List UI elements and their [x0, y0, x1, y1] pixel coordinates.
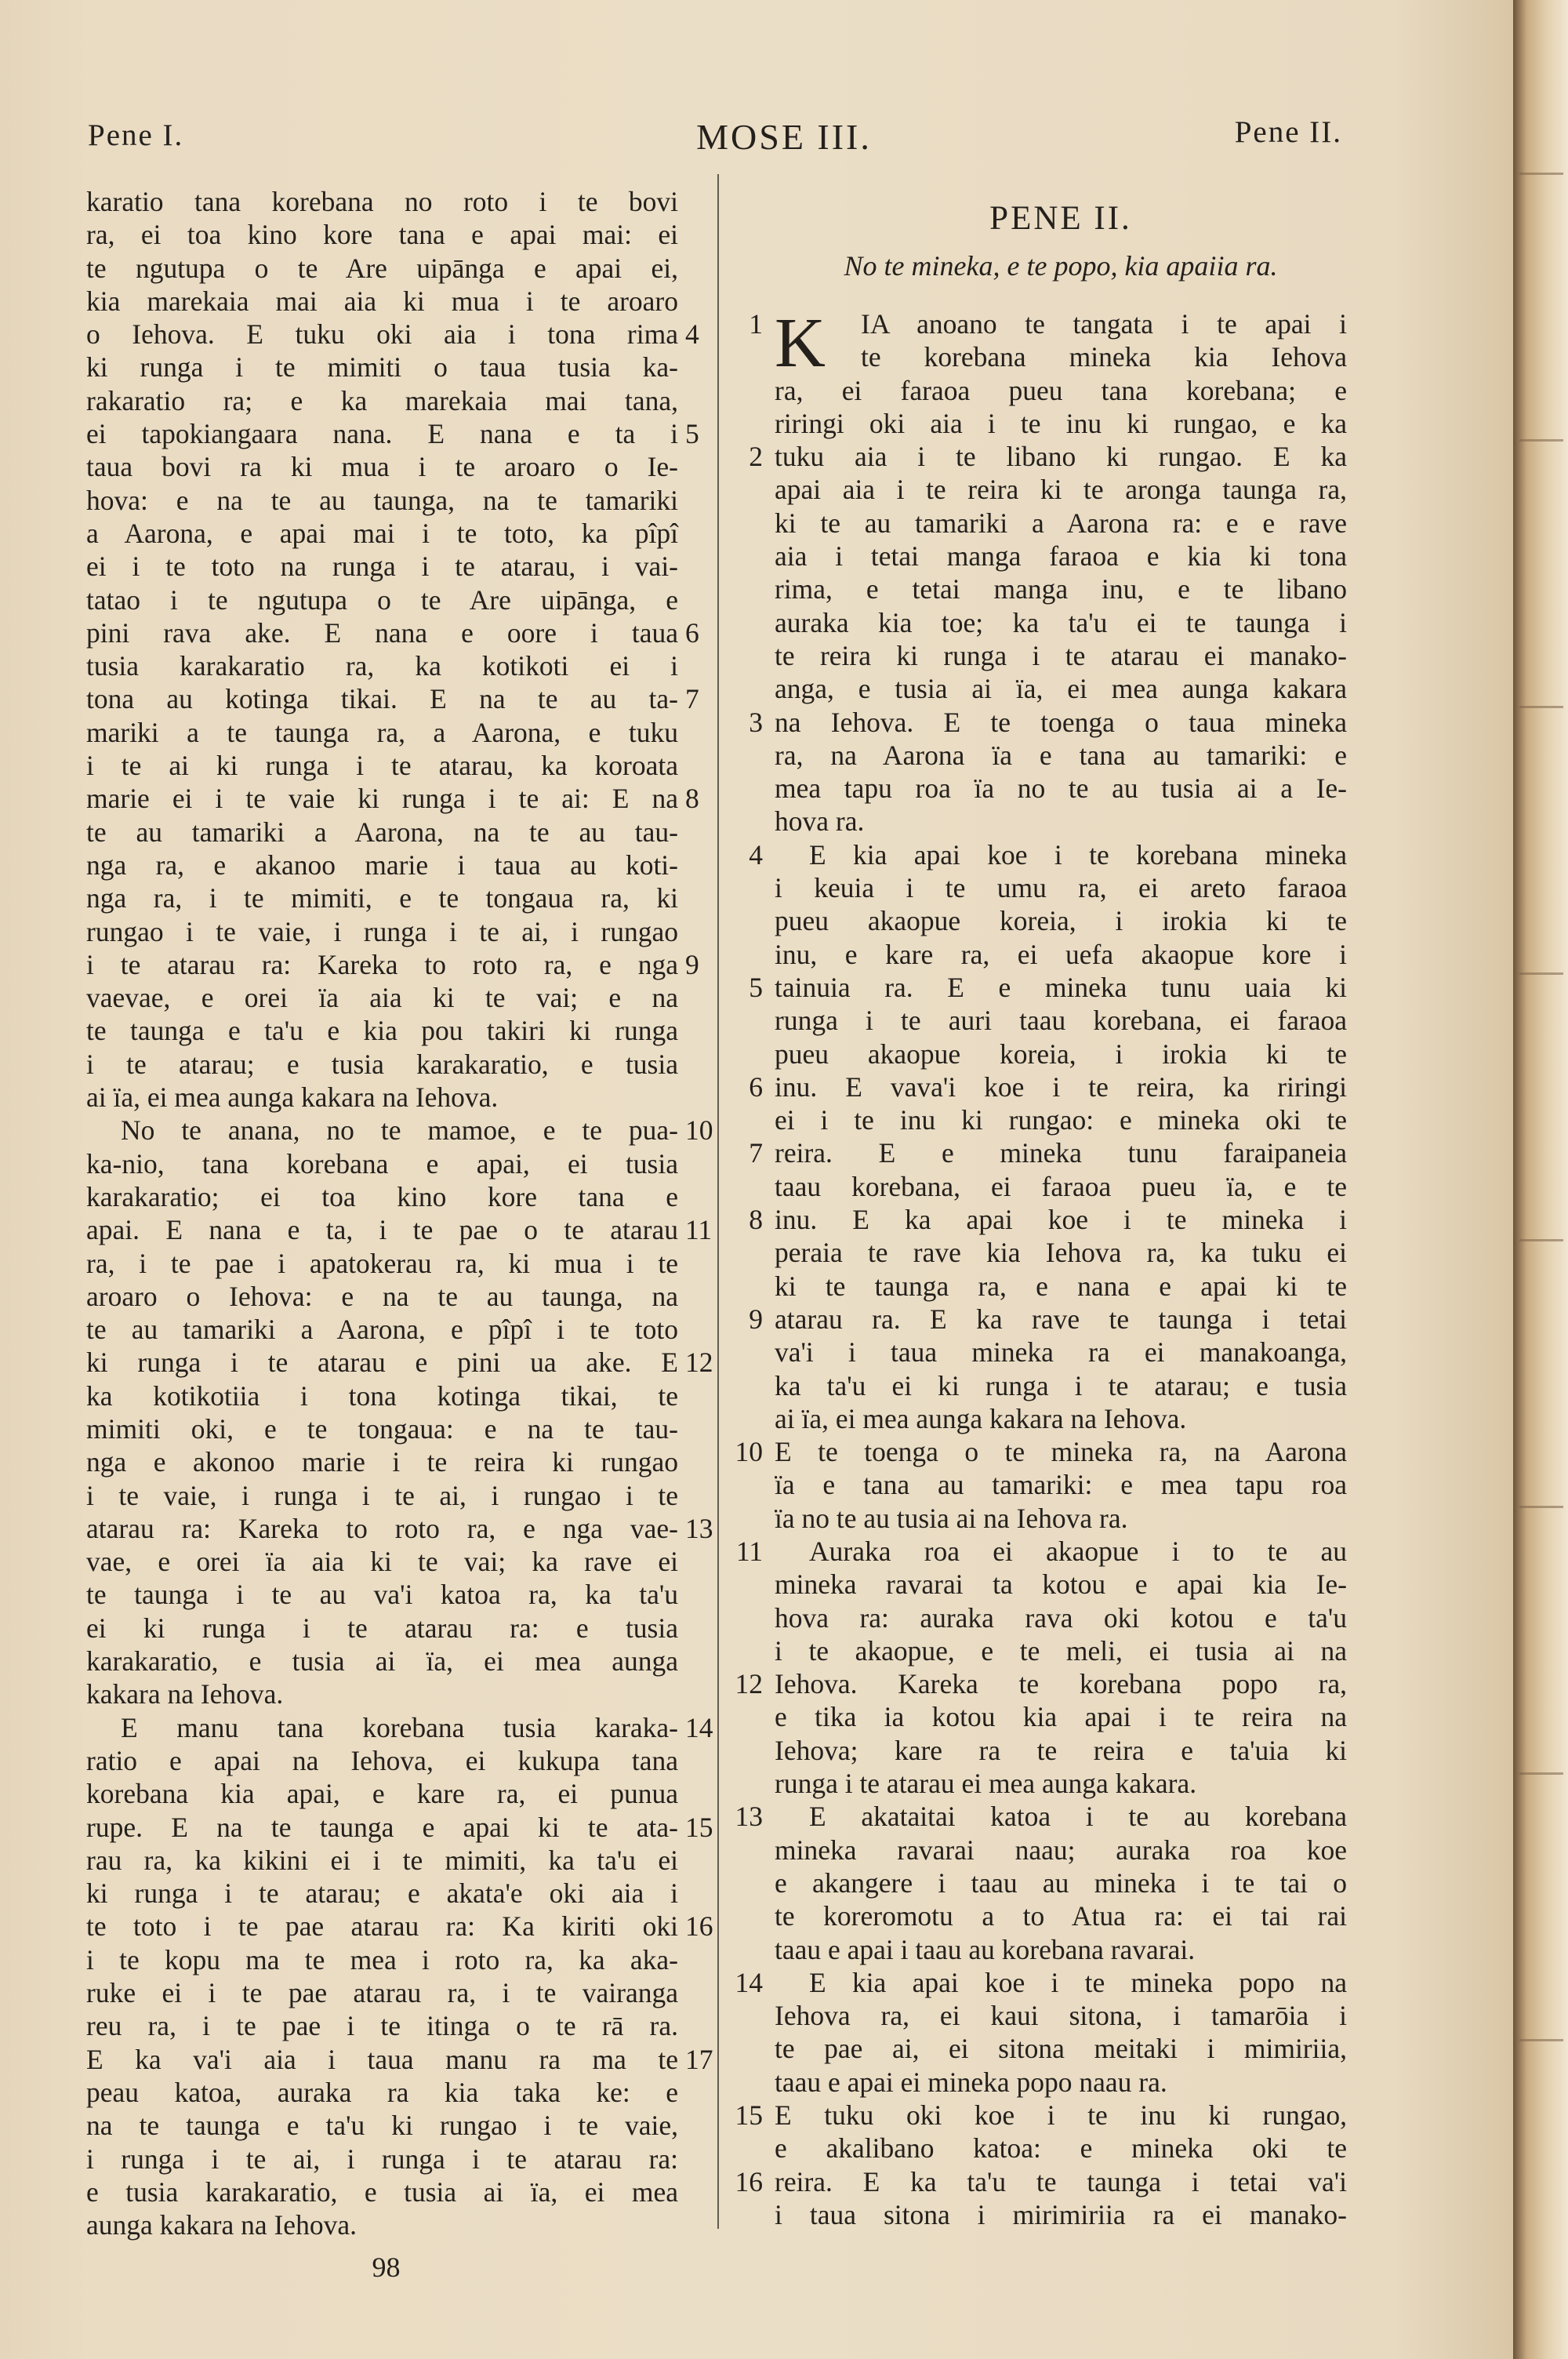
- text-line: [775, 340, 1347, 373]
- line-text: nga ra, e akanoo marie i taua au koti-: [86, 849, 678, 881]
- text-line: [86, 1213, 713, 1246]
- text-line: [775, 1568, 1347, 1601]
- text-line: [86, 1744, 678, 1777]
- text-line: [86, 782, 699, 815]
- line-text: taau e apai ei mineka popo naau ra.: [775, 2066, 1167, 2098]
- verse-number: 12: [735, 1668, 763, 1700]
- text-line: [86, 1711, 713, 1744]
- text-line: [86, 218, 678, 251]
- line-text: pini rava ake. E nana e oore i taua: [86, 616, 678, 649]
- line-text: ïa e tana au tamariki: e mea tapu roa: [775, 1469, 1347, 1501]
- text-line: [735, 1966, 1347, 1999]
- text-line: [86, 252, 678, 285]
- running-head-title: MOSE III.: [696, 117, 872, 157]
- text-line: [86, 517, 678, 550]
- line-text: e akalibano katoa: e mineka oki te: [775, 2132, 1347, 2165]
- text-line: [775, 639, 1347, 672]
- line-text: Iehova; kare ra te reira e ta'uia ki: [775, 1734, 1347, 1766]
- line-text: rungao i te vaie, i runga i te ai, i rungao: [86, 915, 678, 947]
- line-text: taua bovi ra ki mua i te aroaro o Ie-: [86, 451, 678, 483]
- verse-number: 10: [685, 1114, 713, 1147]
- line-text: kakara na Iehova.: [86, 1678, 284, 1710]
- text-line: [749, 838, 1347, 871]
- text-line: [775, 871, 1347, 904]
- line-text: ei i te inu ki rungao: e mineka oki te: [775, 1104, 1347, 1136]
- text-line: [86, 1976, 678, 2009]
- text-line: [86, 915, 678, 948]
- line-text: rima, e tetai manga inu, e te libano: [775, 573, 1347, 605]
- text-line: [775, 1004, 1347, 1037]
- verse-number: 9: [749, 1303, 763, 1335]
- line-text: peau katoa, auraka ra kia taka ke: e: [86, 2076, 678, 2108]
- line-text: mimiti oki, e te tongaua: e na te tau-: [86, 1412, 678, 1445]
- verse-number: 8: [749, 1204, 763, 1236]
- text-line: [749, 1136, 1347, 1169]
- text-line: [86, 450, 678, 483]
- line-text: i runga i te ai, i runga i te atarau ra:: [86, 2143, 678, 2175]
- text-line: [775, 938, 1347, 971]
- verse-number: 13: [685, 1512, 713, 1544]
- line-text: mineka ravarai naau; auraka roa koe: [775, 1834, 1347, 1866]
- line-text: E te toenga o te mineka ra, na Aarona: [775, 1436, 1347, 1468]
- page-edge: [1513, 0, 1568, 2359]
- text-line: [749, 440, 1347, 473]
- line-text: runga i te atarau ei mea aunga kakara.: [775, 1768, 1197, 1800]
- text-line: [775, 1999, 1347, 2032]
- line-text: tona au kotinga tikai. E na te au ta-: [86, 683, 678, 715]
- line-text: IA anoano te tangata i te apai i: [861, 308, 1347, 340]
- line-text: rupe. E na te taunga e apai ki te ata-: [86, 1811, 678, 1843]
- text-line: [775, 805, 1347, 838]
- line-text: riringi oki aia i te inu ki rungao, e ka: [775, 407, 1347, 439]
- line-text: tatao i te ngutupa o te Are uipānga, e: [86, 583, 678, 616]
- line-text: ra, na Aarona ïa e tana au tamariki: e: [775, 739, 1347, 771]
- text-line: [775, 2132, 1347, 2165]
- line-text: karatio tana korebana no roto i te bovi: [86, 186, 678, 217]
- text-line: [775, 1933, 1347, 1966]
- line-text: peraia te rave kia Iehova ra, ka tuku ei: [775, 1237, 1347, 1269]
- text-line: [735, 1667, 1347, 1700]
- text-line: [775, 1634, 1347, 1667]
- line-text: ratio e apai na Iehova, ei kukupa tana: [86, 1744, 678, 1776]
- text-line: [775, 1700, 1347, 1733]
- line-text: inu. E ka apai koe i te mineka i: [775, 1204, 1347, 1236]
- text-line: [86, 682, 699, 715]
- text-line: [749, 1203, 1347, 1236]
- left-column: [86, 185, 713, 2241]
- line-text: karakaratio, e tusia ai ïa, ei mea aunga: [86, 1645, 678, 1677]
- line-text: Iehova ra, ei kaui sitona, i tamarōia i: [775, 2000, 1347, 2032]
- text-line: [86, 1677, 678, 1710]
- line-text: ïa no te au tusia ai na Iehova ra.: [775, 1502, 1128, 1534]
- text-line: [86, 1910, 713, 1943]
- text-line: [775, 739, 1347, 772]
- text-line: [86, 1247, 678, 1280]
- text-line: [86, 1147, 678, 1180]
- text-line: [86, 484, 678, 517]
- text-line: [86, 285, 678, 318]
- text-line: [749, 1303, 1347, 1336]
- line-text: ra, i te pae i apatokerau ra, ki mua i te: [86, 1247, 678, 1279]
- line-text: ei i te toto na runga i te atarau, i vai-: [86, 551, 678, 583]
- line-text: o Iehova. E tuku oki aia i tona rima: [86, 318, 678, 351]
- text-line: [86, 616, 699, 649]
- line-text: atarau ra: Kareka to roto ra, e nga vae-: [86, 1512, 678, 1544]
- line-text: mineka ravarai ta kotou e apai kia Ie-: [775, 1568, 1347, 1601]
- text-line: [86, 948, 699, 981]
- line-text: tusia karakaratio ra, ka kotikoti ei i: [86, 650, 678, 682]
- line-text: te korebana mineka kia Iehova: [861, 341, 1347, 373]
- line-text: E tuku oki koe i te inu ki rungao,: [775, 2099, 1347, 2132]
- line-text: ruke ei i te pae atarau ra, i te vairanga: [86, 1977, 678, 2009]
- verse-number: 2: [749, 441, 763, 473]
- verse-number: 17: [685, 2043, 713, 2075]
- text-line: [775, 1767, 1347, 1800]
- text-line: [775, 672, 1347, 705]
- line-text: vaevae, e orei ïa aia ki te vai; e na: [86, 982, 678, 1014]
- line-text: reira. E e mineka tunu faraipaneia: [775, 1137, 1347, 1169]
- line-text: aia i tetai manga faraoa e kia ki tona: [775, 540, 1347, 572]
- text-line: [749, 971, 1347, 1004]
- text-line: [86, 1180, 678, 1213]
- line-text: te taunga e ta'u e kia pou takiri ki runga: [86, 1015, 678, 1047]
- verse-number: 12: [685, 1347, 713, 1379]
- line-text: kia marekaia mai aia ki mua i te aroaro: [86, 285, 678, 317]
- line-text: runga i te auri taau korebana, ei faraoa: [775, 1005, 1347, 1037]
- line-text: te koreromotu a to Atua ra: ei tai rai: [775, 1900, 1347, 1932]
- verse-number: 3: [749, 706, 763, 738]
- line-text: te pae ai, ei sitona meitaki i mimiriia,: [775, 2033, 1347, 2065]
- line-text: te au tamariki a Aarona, na te au tau-: [86, 816, 678, 848]
- line-text: na te taunga e ta'u ki rungao i te vaie,: [86, 2110, 678, 2142]
- line-text: ka ta'u ei ki runga i te atarau; e tusia: [775, 1369, 1347, 1401]
- line-text: a Aarona, e apai mai i te toto, ka pîpî: [86, 517, 678, 549]
- line-text: pueu akaopue koreia, i irokia ki te: [775, 1038, 1347, 1070]
- text-line: [86, 1280, 678, 1313]
- verse-number: 16: [735, 2165, 763, 2197]
- line-text: i te ai ki runga i te atarau, ka koroata: [86, 750, 678, 782]
- line-text: apai aia i te reira ki te aronga taunga ra,: [775, 474, 1347, 506]
- line-text: anga, e tusia ai ïa, ei mea aunga kakara: [775, 673, 1347, 705]
- text-line: [86, 2109, 678, 2142]
- text-line: [775, 1468, 1347, 1501]
- line-text: E ka va'i aia i taua manu ra ma te: [86, 2043, 678, 2075]
- line-text: apai. E nana e ta, i te pae o te atarau: [86, 1214, 678, 1246]
- text-line: [775, 2032, 1347, 2065]
- text-line: [775, 540, 1347, 572]
- verse-number: 15: [685, 1811, 713, 1843]
- line-text: ai ïa, ei mea aunga kakara na Iehova.: [86, 1081, 499, 1114]
- line-text: na Iehova. E te toenga o taua mineka: [775, 706, 1347, 738]
- text-line: [86, 1844, 678, 1877]
- chapter-summary: No te mineka, e te popo, kia apaiia ra.: [844, 250, 1278, 282]
- line-text: ki te au tamariki a Aarona ra: e e rave: [775, 507, 1347, 539]
- verse-number: 8: [685, 783, 699, 815]
- line-text: ki runga i te mimiti o taua tusia ka-: [86, 351, 678, 383]
- text-line: [775, 1734, 1347, 1767]
- text-line: [775, 572, 1347, 605]
- text-line: [86, 185, 678, 218]
- text-line: [86, 1943, 678, 1976]
- text-line: [775, 1601, 1347, 1634]
- text-line: [735, 1535, 1347, 1568]
- line-text: taau korebana, ei faraoa pueu ïa, e te: [775, 1170, 1347, 1202]
- text-line: [86, 1081, 678, 1114]
- text-line: [86, 1313, 678, 1346]
- text-line: [86, 1877, 678, 1910]
- drop-cap: K: [775, 304, 826, 382]
- text-line: [775, 1402, 1347, 1435]
- line-text: ki runga i te atarau; e akata'e oki aia i: [86, 1877, 678, 1910]
- text-line: [86, 550, 678, 583]
- line-text: ei ki runga i te atarau ra: e tusia: [86, 1612, 678, 1644]
- line-text: e akangere i taau au mineka i te tai o: [775, 1866, 1347, 1899]
- line-text: i te kopu ma te mea i roto ra, ka aka-: [86, 1943, 678, 1976]
- verse-number: 15: [735, 2099, 763, 2132]
- verse-number: 7: [749, 1137, 763, 1169]
- line-text: hova: e na te au taunga, na te tamariki: [86, 484, 678, 516]
- text-line: [749, 1070, 1347, 1103]
- text-line: [775, 904, 1347, 937]
- text-line: [775, 374, 1347, 407]
- line-text: E kia apai koe i te mineka popo na: [809, 1966, 1347, 1998]
- line-text: e tusia karakaratio, e tusia ai ïa, ei mea: [86, 2175, 678, 2208]
- line-text: auraka kia toe; ka ta'u ei te taunga i: [775, 606, 1347, 638]
- line-text: te taunga i te au va'i katoa ra, ka ta'u: [86, 1579, 678, 1611]
- line-text: i taua sitona i mirimiriia ra ei manako-: [775, 2198, 1347, 2230]
- text-line: [86, 2143, 678, 2175]
- verse-number: 6: [749, 1070, 763, 1103]
- line-text: karakaratio; ei toa kino kore tana e: [86, 1180, 678, 1212]
- text-line: [775, 1502, 1347, 1535]
- line-text: i te akaopue, e te meli, ei tusia ai na: [775, 1634, 1347, 1667]
- text-line: [86, 2076, 678, 2109]
- line-text: mariki a te taunga ra, a Aarona, e tuku: [86, 716, 678, 748]
- text-line: [86, 1014, 678, 1047]
- text-line: [775, 1038, 1347, 1070]
- verse-number: 13: [735, 1801, 763, 1833]
- text-line: [86, 1479, 678, 1512]
- text-line: [86, 649, 678, 682]
- column-divider: [717, 174, 719, 2229]
- running-head-right: Pene II.: [1234, 115, 1342, 149]
- line-text: ra, ei toa kino kore tana e apai mai: ei: [86, 219, 678, 251]
- verse-number: 6: [685, 616, 699, 649]
- text-line: [775, 507, 1347, 540]
- text-line: [749, 307, 1347, 340]
- text-line: [86, 2043, 713, 2076]
- line-text: rakaratio ra; e ka marekaia mai tana,: [86, 384, 678, 416]
- text-line: [775, 473, 1347, 506]
- line-text: hova ra: auraka rava oki kotou e ta'u: [775, 1601, 1347, 1634]
- text-line: [749, 706, 1347, 739]
- text-line: [775, 1866, 1347, 1899]
- text-line: [86, 417, 699, 450]
- text-line: [775, 1170, 1347, 1203]
- line-text: Iehova. Kareka te korebana popo ra,: [775, 1668, 1347, 1700]
- line-text: ki runga i te atarau e pini ua ake. E: [86, 1347, 678, 1379]
- line-text: te ngutupa o te Are uipānga e apai ei,: [86, 252, 678, 284]
- text-line: [735, 1800, 1347, 1833]
- text-line: [775, 1236, 1347, 1269]
- text-line: [775, 1336, 1347, 1369]
- line-text: aunga kakara na Iehova.: [86, 2209, 357, 2241]
- text-line: [86, 2208, 678, 2241]
- text-line: [775, 606, 1347, 639]
- line-text: reu ra, i te pae i te itinga o te rā ra.: [86, 2010, 678, 2042]
- text-line: [86, 583, 678, 616]
- line-text: E akataitai katoa i te au korebana: [809, 1801, 1347, 1833]
- line-text: rau ra, ka kikini ei i te mimiti, ka ta'u ei: [86, 1844, 678, 1876]
- text-line: [86, 1114, 713, 1147]
- line-text: va'i i taua mineka ra ei manakoanga,: [775, 1336, 1347, 1369]
- line-text: ai ïa, ei mea aunga kakara na Iehova.: [775, 1402, 1187, 1434]
- text-line: [86, 1811, 713, 1844]
- line-text: vae, e orei ïa aia ki te vai; ka rave ei: [86, 1546, 678, 1578]
- text-line: [86, 2009, 678, 2042]
- line-text: atarau ra. E ka rave te taunga i tetai: [775, 1303, 1347, 1335]
- text-line: [86, 1777, 678, 1810]
- text-line: [86, 1048, 678, 1081]
- line-text: nga ra, i te mimiti, e te tongaua ra, ki: [86, 882, 678, 914]
- text-line: [735, 1435, 1347, 1468]
- line-text: ei tapokiangaara nana. E nana e ta i: [86, 418, 678, 450]
- text-line: [735, 2099, 1347, 2132]
- text-line: [775, 772, 1347, 805]
- verse-number: 5: [749, 971, 763, 1003]
- line-text: marie ei i te vaie ki runga i te ai: E na: [86, 783, 678, 815]
- text-line: [86, 2175, 678, 2208]
- text-line: [86, 1645, 678, 1677]
- verse-number: 9: [685, 948, 699, 980]
- line-text: E manu tana korebana tusia karaka-: [121, 1711, 678, 1743]
- line-text: tainuia ra. E e mineka tunu uaia ki: [775, 971, 1347, 1003]
- text-line: [86, 849, 678, 881]
- line-text: ra, ei faraoa pueu tana korebana; e: [775, 374, 1347, 406]
- line-text: ki te taunga ra, e nana e apai ki te: [775, 1270, 1347, 1302]
- line-text: te au tamariki a Aarona, e pîpî i te toto: [86, 1314, 678, 1346]
- verse-number: 5: [685, 418, 699, 450]
- text-line: [86, 881, 678, 914]
- line-text: ka kotikotiia i tona kotinga tikai, te: [86, 1379, 678, 1412]
- text-line: [86, 816, 678, 849]
- text-line: [86, 1512, 713, 1545]
- verse-number: 14: [735, 1966, 763, 1998]
- text-line: [775, 2198, 1347, 2231]
- text-line: [775, 1369, 1347, 1402]
- text-line: [86, 1346, 713, 1379]
- text-line: [86, 1612, 678, 1645]
- line-text: E kia apai koe i te korebana mineka: [809, 838, 1347, 871]
- text-line: [86, 1578, 678, 1611]
- verse-number: 4: [685, 318, 699, 351]
- running-head-left: Pene I.: [88, 118, 184, 152]
- line-text: te toto i te pae atarau ra: Ka kiriti oki: [86, 1910, 678, 1943]
- text-line: [86, 1445, 678, 1478]
- line-text: te reira ki runga i te atarau ei manako-: [775, 639, 1347, 671]
- text-line: [86, 716, 678, 749]
- line-text: i keuia i te umu ra, ei areto faraoa: [775, 872, 1347, 904]
- text-line: [775, 1899, 1347, 1932]
- line-text: Auraka roa ei akaopue i to te au: [809, 1535, 1347, 1567]
- line-text: aroaro o Iehova: e na te au taunga, na: [86, 1280, 678, 1312]
- line-text: inu. E vava'i koe i te reira, ka riringi: [775, 1070, 1347, 1103]
- text-line: [86, 1412, 678, 1445]
- line-text: pueu akaopue koreia, i irokia ki te: [775, 905, 1347, 937]
- verse-number: 16: [685, 1910, 713, 1943]
- line-text: reira. E ka ta'u te taunga i tetai va'i: [775, 2165, 1347, 2197]
- text-line: [86, 981, 678, 1014]
- right-column: [735, 304, 1347, 2231]
- text-line: [775, 2066, 1347, 2099]
- line-text: i te atarau; e tusia karakaratio, e tusia: [86, 1048, 678, 1080]
- verse-number: 1: [749, 308, 763, 340]
- verse-number: 11: [685, 1214, 713, 1246]
- text-line: [775, 1834, 1347, 1866]
- verse-number: 7: [685, 683, 699, 715]
- line-text: i te atarau ra: Kareka to roto ra, e nga: [86, 948, 678, 980]
- text-line: [775, 1103, 1347, 1136]
- verse-number: 11: [735, 1535, 763, 1567]
- text-line: [775, 407, 1347, 440]
- line-text: e tika ia kotou kia apai i te reira na: [775, 1701, 1347, 1733]
- line-text: No te anana, no te mamoe, e te pua-: [121, 1114, 678, 1147]
- verse-number: 4: [749, 838, 763, 871]
- line-text: nga e akonoo marie i te reira ki rungao: [86, 1446, 678, 1478]
- chapter-heading: PENE II.: [989, 200, 1132, 237]
- text-line: [86, 384, 678, 417]
- text-line: [735, 2165, 1347, 2198]
- text-line: [86, 318, 699, 351]
- line-text: i te vaie, i runga i te ai, i rungao i te: [86, 1479, 678, 1511]
- line-text: korebana kia apai, e kare ra, ei punua: [86, 1778, 678, 1810]
- verse-number: 14: [685, 1711, 713, 1743]
- text-line: [86, 1379, 678, 1412]
- line-text: hova ra.: [775, 805, 865, 838]
- line-text: inu, e kare ra, ei uefa akaopue kore i: [775, 938, 1347, 970]
- line-text: mea tapu roa ïa no te au tusia ai a Ie-: [775, 772, 1347, 805]
- text-line: [86, 1545, 678, 1578]
- line-text: tuku aia i te libano ki rungao. E ka: [775, 441, 1347, 473]
- page-number: 98: [372, 2252, 401, 2283]
- text-line: [86, 749, 678, 782]
- text-line: [775, 1270, 1347, 1303]
- line-text: taau e apai i taau au korebana ravarai.: [775, 1933, 1196, 1965]
- text-line: [86, 351, 678, 383]
- line-text: ka-nio, tana korebana e apai, ei tusia: [86, 1147, 678, 1180]
- verse-number: 10: [735, 1436, 763, 1468]
